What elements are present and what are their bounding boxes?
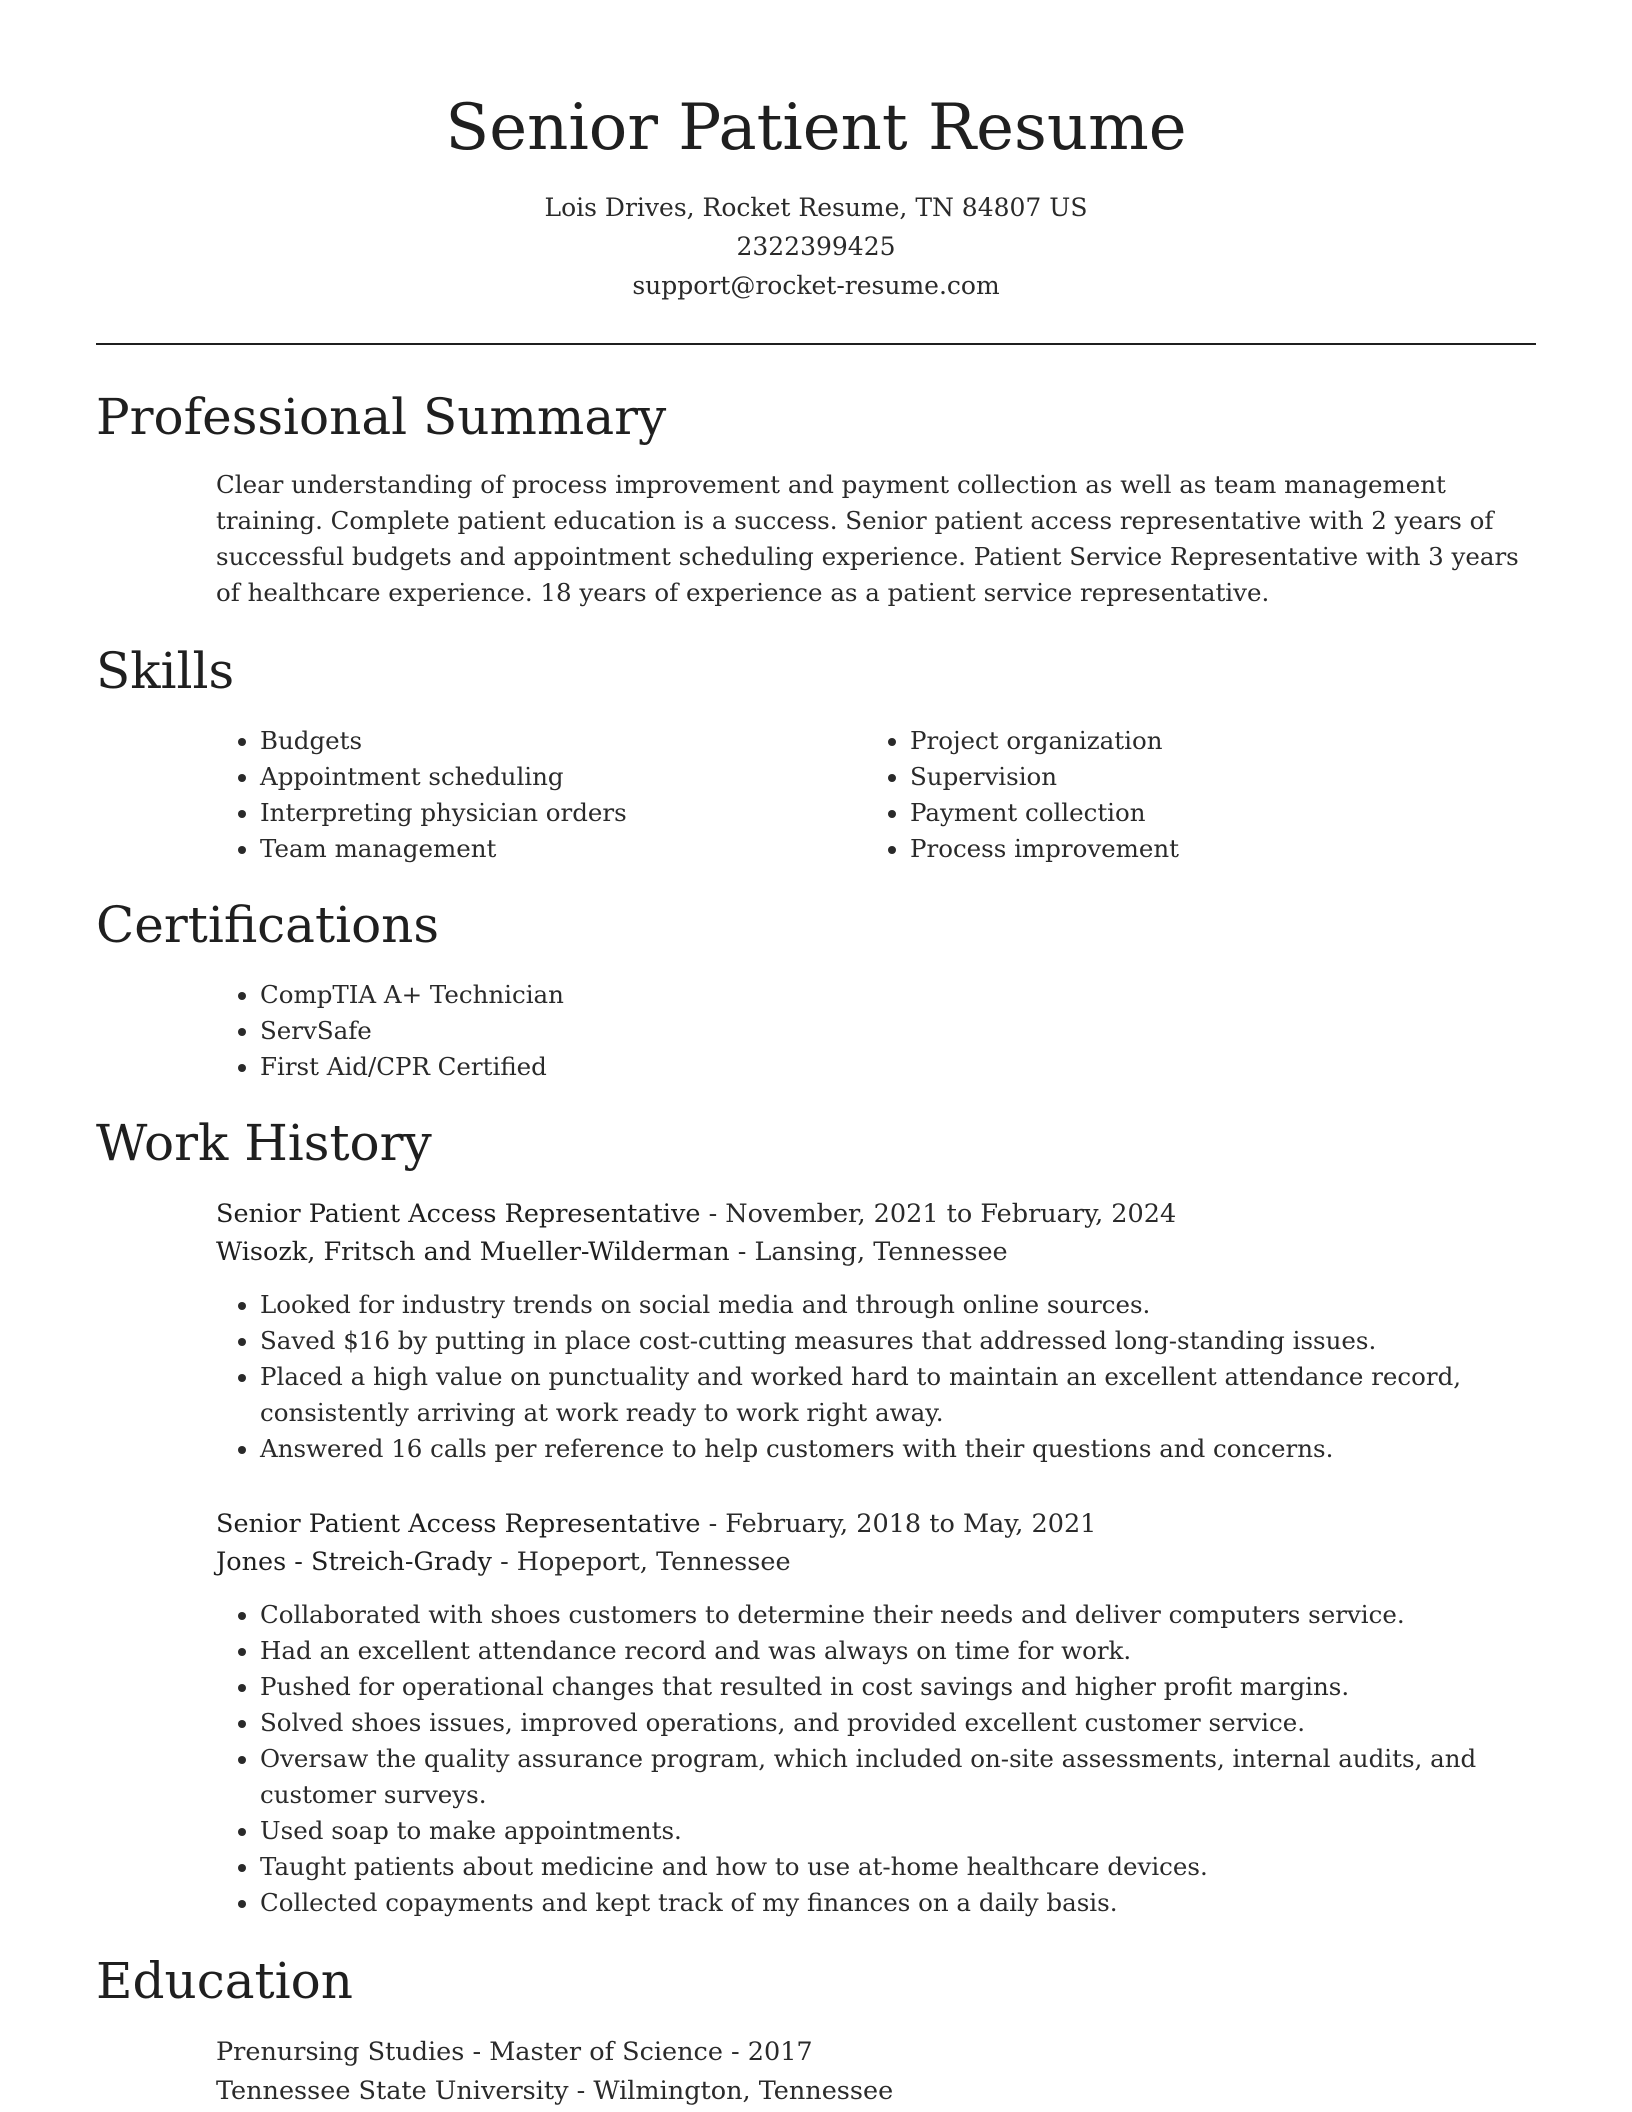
certifications-heading: Certifications: [96, 896, 440, 954]
job-company-line: [216, 1543, 1536, 1581]
job-bullet: • Used soap to make appointments.: [260, 1813, 1536, 1849]
job-bullet: • Answered 16 calls per reference to help customers with their questions and concerns.: [260, 1431, 1536, 1467]
skill-item: • Payment collection: [910, 795, 1396, 831]
summary-text: Clear understanding of process improvement and payment collection as well as team management training. Complete patient education is a success. Senior patient access representative with 2 years of successful budgets and appointment scheduling experience. Patient Service Representative with 3 years of healthcare experience. 18 years of experience as a patient service representative.: [216, 470, 1519, 607]
resume-page: [96, 0, 1536, 2111]
summary-heading: Professional Summary: [96, 388, 667, 446]
skills-column-left: [96, 723, 746, 867]
skills-heading: Skills: [96, 642, 235, 700]
header-divider: [96, 343, 1536, 345]
resume-header: [96, 0, 1536, 305]
resume-title: Senior Patient Resume: [445, 91, 1187, 165]
job-title-line: [216, 1505, 1536, 1543]
job-dates: - November, 2021 to February, 2024: [700, 1199, 1177, 1229]
contact-address: Lois Drives, Rocket Resume, TN 84807 US: [544, 193, 1088, 222]
job-bullet: • Pushed for operational changes that resulted in cost savings and higher profit margins.: [260, 1669, 1536, 1705]
job-location: - Hopeport, Tennessee: [491, 1547, 791, 1577]
skill-item: • Team management: [260, 831, 746, 867]
work-history-heading: Work History: [96, 1114, 432, 1172]
job-entry: [96, 1195, 1536, 1467]
job-company: Wisozk, Fritsch and Mueller-Wilderman: [216, 1237, 730, 1267]
education-school-line: [216, 2072, 1536, 2111]
job-header: [216, 1195, 1536, 1271]
contact-phone: 2322399425: [736, 232, 896, 261]
job-bullet: • Had an excellent attendance record and was always on time for work.: [260, 1633, 1536, 1669]
job-position: Senior Patient Access Representative: [216, 1199, 701, 1229]
education-degree: Prenursing Studies - Master of Science - 2017: [216, 2037, 813, 2067]
job-bullets: [96, 1597, 1536, 1921]
certification-item: • ServSafe: [260, 1013, 1536, 1049]
job-bullet: • Oversaw the quality assurance program, which included on-site assessments, internal audits, and customer surveys.: [260, 1741, 1536, 1813]
job-position: Senior Patient Access Representative: [216, 1509, 701, 1539]
certification-item: • CompTIA A+ Technician: [260, 977, 1536, 1013]
contact-email: support@rocket-resume.com: [632, 271, 1000, 300]
skill-item: • Appointment scheduling: [260, 759, 746, 795]
skills-list: [96, 723, 1536, 867]
skills-column-right: [910, 723, 1396, 867]
job-bullet: • Looked for industry trends on social media and through online sources.: [260, 1287, 1536, 1323]
skill-item: • Project organization: [910, 723, 1396, 759]
skill-item: • Supervision: [910, 759, 1396, 795]
education-entry: [216, 2033, 1536, 2111]
job-bullet: • Placed a high value on punctuality and worked hard to maintain an excellent attendance record, consistently arriving at work ready to work right away.: [260, 1359, 1536, 1431]
job-bullet: • Solved shoes issues, improved operations, and provided excellent customer service.: [260, 1705, 1536, 1741]
job-bullet: • Collected copayments and kept track of my finances on a daily basis.: [260, 1885, 1536, 1921]
job-company-line: [216, 1233, 1536, 1271]
education-location: - Wilmington, Tennessee: [568, 2076, 894, 2106]
education-school: Tennessee State University: [216, 2076, 569, 2106]
job-bullet: • Collaborated with shoes customers to determine their needs and deliver computers service.: [260, 1597, 1536, 1633]
skill-item: • Budgets: [260, 723, 746, 759]
job-bullets: [96, 1287, 1536, 1467]
skill-item: • Process improvement: [910, 831, 1396, 867]
job-dates: - February, 2018 to May, 2021: [700, 1509, 1097, 1539]
education-heading: Education: [96, 1952, 353, 2010]
job-entry: [96, 1505, 1536, 1921]
job-bullet: • Saved $16 by putting in place cost-cutting measures that addressed long-standing issues.: [260, 1323, 1536, 1359]
job-header: [216, 1505, 1536, 1581]
certifications-list: [96, 977, 1536, 1085]
job-company: Jones - Streich-Grady: [216, 1547, 492, 1577]
certification-item: • First Aid/CPR Certified: [260, 1049, 1536, 1085]
contact-block: [96, 188, 1536, 305]
job-bullet: • Taught patients about medicine and how to use at-home healthcare devices.: [260, 1849, 1536, 1885]
skill-item: • Interpreting physician orders: [260, 795, 746, 831]
job-location: - Lansing, Tennessee: [729, 1237, 1008, 1267]
job-title-line: [216, 1195, 1536, 1233]
